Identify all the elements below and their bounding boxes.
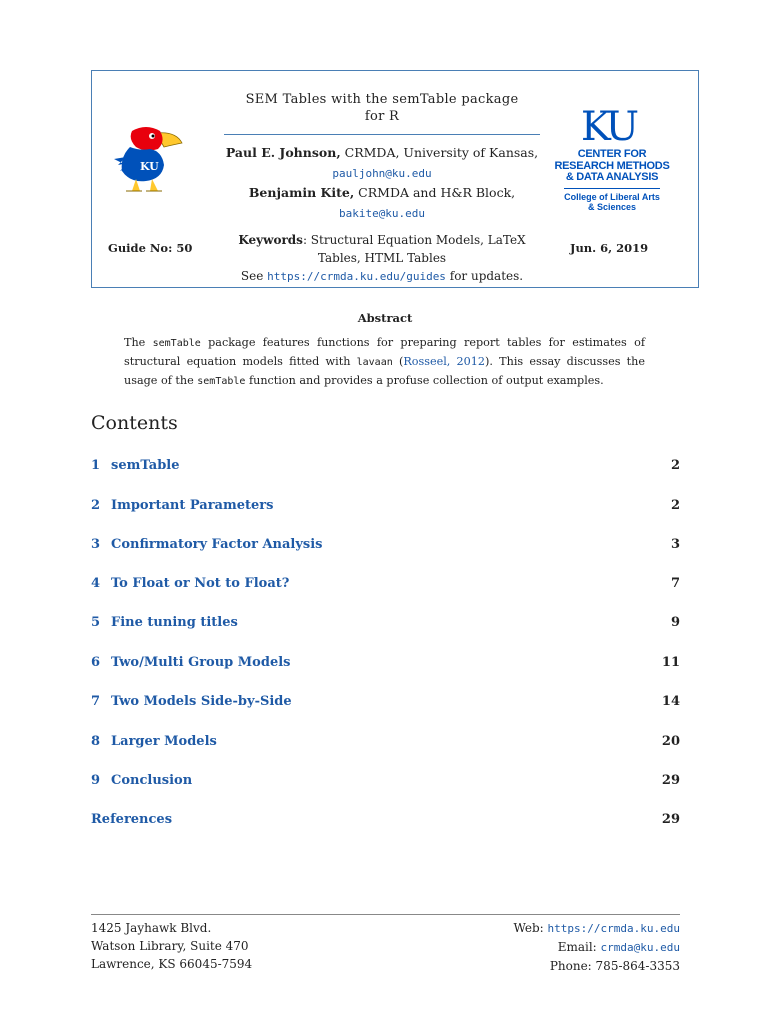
- abstract-text-1: The: [124, 336, 153, 349]
- abstract-code-lavaan: lavaan: [356, 357, 393, 368]
- address-line-1: 1425 Jayhawk Blvd.: [91, 921, 212, 935]
- web-url-link[interactable]: https://crmda.ku.edu: [547, 922, 680, 935]
- author-1: [214, 143, 550, 163]
- toc-item-label: semTable: [111, 458, 180, 473]
- guide-number: Guide No: 50: [108, 241, 193, 255]
- logo-college-2: & Sciences: [587, 201, 637, 212]
- keywords-text: : Structural Equation Models, LaTeX: [302, 233, 526, 247]
- toc-item-page: 29: [661, 812, 680, 827]
- citation-rosseel-link[interactable]: Rosseel, 2012: [403, 355, 486, 368]
- ku-logo-mark: KU: [580, 104, 636, 150]
- toc-item-page: 2: [670, 458, 680, 473]
- title-header-box: [91, 70, 699, 288]
- email-link[interactable]: crmda@ku.edu: [600, 941, 680, 954]
- contents-heading: Contents: [91, 412, 178, 434]
- authors-block: [214, 143, 550, 223]
- toc-item-page: 14: [661, 694, 680, 709]
- toc-item-label: Confirmatory Factor Analysis: [111, 537, 323, 552]
- keywords-label: Keywords: [238, 233, 303, 247]
- footer-address: [91, 919, 252, 973]
- keywords-line-2: Tables, HTML Tables: [317, 251, 447, 265]
- abstract-body: [124, 334, 645, 391]
- author-2-name: Benjamin Kite,: [248, 185, 355, 200]
- abstract-code-semtable-2: semTable: [197, 376, 246, 387]
- toc-item-label: Larger Models: [111, 734, 217, 749]
- toc-item-page: 7: [670, 576, 680, 591]
- logo-line-1: CENTER FOR: [577, 148, 647, 160]
- toc-item-number: 5: [91, 615, 101, 630]
- see-suffix: for updates.: [445, 269, 524, 283]
- author-2: [214, 183, 550, 203]
- guides-url-link[interactable]: https://crmda.ku.edu/guides: [267, 270, 446, 283]
- toc-item-number: 4: [91, 576, 101, 591]
- toc-item-page: 11: [661, 655, 680, 670]
- jayhawk-mascot-icon: [110, 123, 186, 195]
- toc-item-page: 9: [670, 615, 680, 630]
- toc-item-page: 20: [661, 734, 680, 749]
- keywords-block: [214, 231, 550, 286]
- author-2-email-link[interactable]: bakite@ku.edu: [338, 206, 426, 220]
- see-prefix: See: [240, 269, 268, 283]
- toc-item-number: 6: [91, 655, 101, 670]
- address-line-2: Watson Library, Suite 470: [91, 939, 249, 953]
- toc-item-references[interactable]: [91, 812, 680, 832]
- abstract-text-5: function and provides a profuse collection of output examples.: [245, 374, 604, 387]
- toc-item-to-float[interactable]: [91, 576, 680, 596]
- ku-crmda-logo: [552, 104, 672, 212]
- abstract-text-4: ). This essay discusses the usage of the: [124, 355, 645, 387]
- logo-rule: [564, 188, 660, 189]
- title-line-1: SEM Tables with the semTable package: [245, 92, 519, 107]
- author-1-affiliation: CRMDA, University of Kansas,: [340, 145, 539, 160]
- publication-date: Jun. 6, 2019: [570, 241, 649, 255]
- address-line-3: Lawrence, KS 66045-7594: [91, 957, 253, 971]
- toc-item-number: 1: [91, 458, 101, 473]
- email-label: Email:: [557, 940, 601, 954]
- toc-item-number: 7: [91, 694, 101, 709]
- toc-item-confirmatory-factor-analysis[interactable]: [91, 537, 680, 557]
- title-line-2: for R: [364, 109, 400, 124]
- toc-item-multi-group-models[interactable]: [91, 655, 680, 675]
- footer-rule: [91, 914, 680, 915]
- toc-item-label: Fine tuning titles: [111, 615, 238, 630]
- toc-item-page: 3: [670, 537, 680, 552]
- phone-number: Phone: 785-864-3353: [549, 959, 680, 973]
- logo-line-3: & DATA ANALYSIS: [565, 171, 659, 183]
- abstract-text-2: package features functions for preparing report tables for estimates of structural equation models fitted with: [124, 336, 645, 368]
- toc-item-page: 29: [661, 773, 680, 788]
- author-2-affiliation: CRMDA and H&R Block,: [354, 185, 516, 200]
- toc-item-label: Important Parameters: [111, 498, 274, 513]
- title-rule: [224, 134, 540, 135]
- footer-contact: [514, 919, 680, 975]
- author-1-email-link[interactable]: pauljohn@ku.edu: [332, 166, 432, 180]
- toc-item-label: To Float or Not to Float?: [111, 576, 290, 591]
- web-label: Web:: [513, 921, 548, 935]
- toc-item-semtable[interactable]: [91, 458, 680, 478]
- toc-item-number: 2: [91, 498, 101, 513]
- toc-item-page: 2: [670, 498, 680, 513]
- toc-item-label: Two Models Side-by-Side: [111, 694, 292, 709]
- toc-item-larger-models[interactable]: [91, 734, 680, 754]
- document-title: [222, 91, 542, 125]
- toc-item-number: 9: [91, 773, 101, 788]
- toc-item-important-parameters[interactable]: [91, 498, 680, 518]
- toc-item-number: 8: [91, 734, 101, 749]
- abstract-title: Abstract: [357, 311, 413, 325]
- toc-item-fine-tuning-titles[interactable]: [91, 615, 680, 635]
- abstract-code-semtable: semTable: [152, 338, 201, 349]
- toc-item-label: Two/Multi Group Models: [111, 655, 291, 670]
- toc-item-side-by-side[interactable]: [91, 694, 680, 714]
- toc-item-label: References: [91, 812, 173, 827]
- toc-item-number: 3: [91, 537, 101, 552]
- logo-line-2: RESEARCH METHODS: [554, 159, 670, 172]
- logo-college-1: College of Liberal Arts: [564, 191, 660, 202]
- toc-item-conclusion[interactable]: [91, 773, 680, 793]
- author-1-name: Paul E. Johnson,: [225, 145, 341, 160]
- svg-text:KU: KU: [140, 160, 159, 173]
- toc-item-label: Conclusion: [111, 773, 193, 788]
- abstract-text-3: (: [392, 355, 404, 368]
